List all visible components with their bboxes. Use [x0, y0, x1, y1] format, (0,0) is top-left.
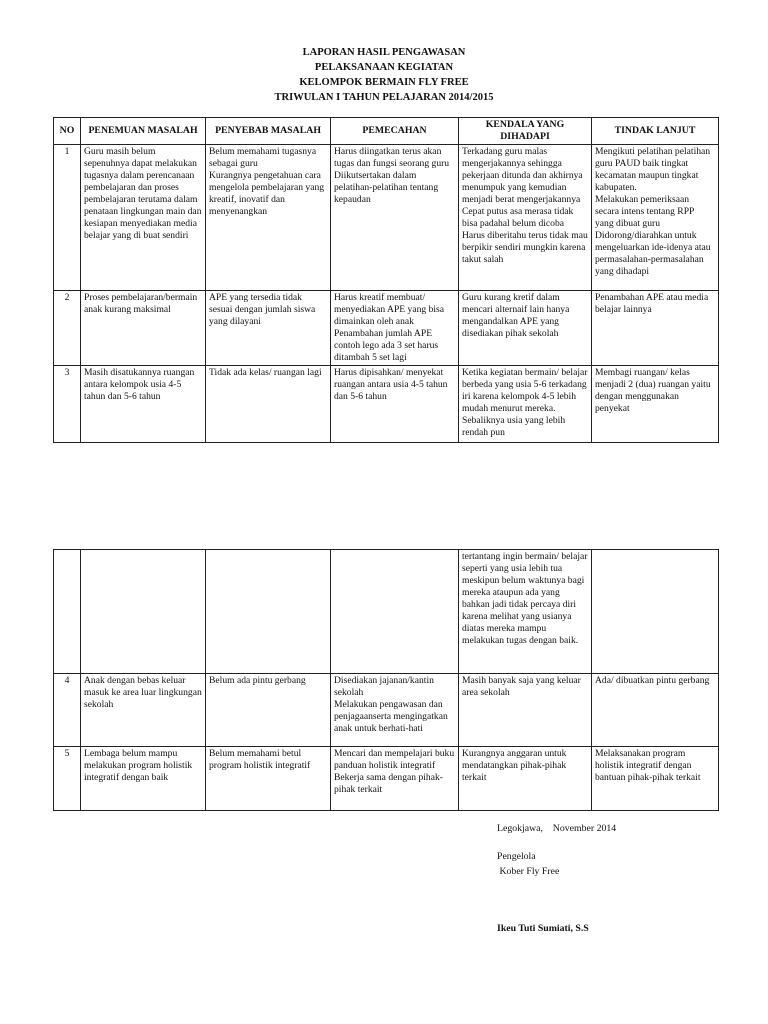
report-table-page-1 [53, 117, 719, 443]
cell-penemuan: Proses pembelajaran/bermain anak kurang maksimal [81, 291, 206, 366]
cell-no: 4 [54, 674, 81, 747]
cell-tindak [592, 145, 719, 291]
title-line-2: PELAKSANAAN KEGIATAN [314, 62, 454, 73]
report-table-page-2 [53, 549, 719, 811]
cell-tindak: Penambahan APE atau media belajar lainnya [592, 291, 719, 366]
cell-pemecahan [331, 747, 459, 811]
cell-penemuan: Masih disatukannya ruangan antara kelompok usia 4-5 tahun dan 5-6 tahun [81, 366, 206, 443]
table-row [54, 674, 719, 747]
cell-penemuan: Guru masih belum sepenuhnya dapat melakukan tugasnya dalam perencanaan pembelajaran dan proses pembelajaran terutama dalam penataan lingkungan main dan kesiapan menyediakan media belajar yang di buat sendiri [81, 145, 206, 291]
table-header-row [54, 118, 719, 145]
cell-penemuan [81, 550, 206, 674]
cell-tindak: Ada/ dibuatkan pintu gerbang [592, 674, 719, 747]
header-penemuan: PENEMUAN MASALAH [81, 118, 206, 145]
signature-name: Ikeu Tuti Sumiati, S.S [497, 923, 589, 934]
table-row [54, 366, 719, 443]
report-title [0, 45, 768, 105]
cell-penyebab: Belum ada pintu gerbang [206, 674, 331, 747]
cell-pemecahan [331, 674, 459, 747]
table-row-continuation [54, 550, 719, 674]
line: Belum memahami tugasnya sebagai guru Kurangnya pengetahuan cara mengelola pembelajaran yang kreatif, inovatif dan menyenangkan [209, 146, 325, 217]
cell-kendala [459, 145, 592, 291]
line: Harus diingatkan terus akan tugas dan fungsi seorang guru Diikutsertakan dalam pelatihan-pelatihan tentang kepaudan [334, 146, 450, 205]
header-penyebab: PENYEBAB MASALAH [206, 118, 331, 145]
cell-kendala: tertantang ingin bermain/ belajar seperti yang usia lebih tua meskipun belum waktunya bagi mereka ataupun ada yang bahkan jadi tidak percaya diri karena melihat yang usianya diatas mereka mampu melakukan tugas dengan baik. [459, 550, 592, 674]
header-no: NO [54, 118, 81, 145]
cell-kendala: Ketika kegiatan bermain/ belajar berbeda yang usia 5-6 terkadang iri karena kelompok 4-5 lebih mudah menurut mereka. Sebaliknya usia yang lebih rendah pun [459, 366, 592, 443]
cell-pemecahan: Harus dipisahkan/ menyekat ruangan antara usia 4-5 tahun dan 5-6 tahun [331, 366, 459, 443]
cell-penyebab: Tidak ada kelas/ ruangan lagi [206, 366, 331, 443]
cell-pemecahan [331, 291, 459, 366]
cell-tindak: Melaksanakan program holistik integratif dengan bantuan pihak-pihak terkait [592, 747, 719, 811]
table-row [54, 747, 719, 811]
cell-no: 5 [54, 747, 81, 811]
cell-kendala: Kurangnya anggaran untuk mendatangkan pihak-pihak terkait [459, 747, 592, 811]
title-line-4: TRIWULAN I TAHUN PELAJARAN 2014/2015 [274, 92, 494, 103]
signature-org: Kober Fly Free [497, 866, 560, 877]
cell-penemuan: Lembaga belum mampu melakukan program holistik integratif dengan baik [81, 747, 206, 811]
cell-penyebab [206, 145, 331, 291]
header-kendala: KENDALA YANG DIHADAPI [459, 118, 592, 145]
cell-tindak: Membagi ruangan/ kelas menjadi 2 (dua) ruangan yaitu dengan menggunakan penyekat [592, 366, 719, 443]
cell-no [54, 550, 81, 674]
signature-role: Pengelola [497, 851, 536, 862]
cell-no: 3 [54, 366, 81, 443]
cell-penyebab: APE yang tersedia tidak sesuai dengan jumlah siswa yang dilayani [206, 291, 331, 366]
cell-kendala: Masih banyak saja yang keluar area sekolah [459, 674, 592, 747]
line: Terkadang guru malas mengerjakannya sehingga pekerjaan ditunda dan akhirnya menumpuk yang kemudian menjadi berat mengerjakannya Cepat putus asa merasa tidak bisa padahal belum dicoba Harus diberitahu terus tidak mau berpikir sendiri mungkin karena takut salah [462, 146, 588, 265]
table-row [54, 145, 719, 291]
cell-penyebab: Belum memahami betul program holistik integratif [206, 747, 331, 811]
table-row [54, 291, 719, 366]
header-tindak: TINDAK LANJUT [592, 118, 719, 145]
cell-pemecahan [331, 145, 459, 291]
title-line-1: LAPORAN HASIL PENGAWASAN [302, 47, 466, 58]
line: Harus kreatif membuat/ menyediakan APE yang bisa dimainkan oleh anak Penambahan jumlah APE contoh lego ada 3 set harus ditambah 5 set lagi [334, 292, 445, 363]
cell-penemuan: Anak dengan bebas keluar masuk ke area luar lingkungan sekolah [81, 674, 206, 747]
cell-pemecahan [331, 550, 459, 674]
cell-no: 2 [54, 291, 81, 366]
title-line-3: KELOMPOK BERMAIN FLY FREE [299, 77, 469, 88]
cell-no: 1 [54, 145, 81, 291]
signature-place-date: Legokjawa, November 2014 [497, 823, 617, 834]
line: Mencari dan mempelajari buku panduan holistik integratif Bekerja sama dengan pihak- pihak terkait [334, 748, 455, 795]
cell-penyebab [206, 550, 331, 674]
cell-tindak [592, 550, 719, 674]
header-pemecahan: PEMECAHAN [331, 118, 459, 145]
line: Disediakan jajanan/kantin sekolah Melakukan pengawasan dan penjagaanserta mengingatkan anak untuk berhati-hati [334, 675, 448, 734]
cell-kendala: Guru kurang kretif dalam mencari alternaif lain hanya mengandalkan APE yang disediakan pihak sekolah [459, 291, 592, 366]
line: Mengikuti pelatihan pelatihan guru PAUD baik tingkat kecamatan maupun tingkat kabupaten. Melakukan pemeriksaan secara intens tentang RPP yang dibuat guru Didorong/diarahkan untuk mengeluarkan ide-idenya atau permasalahan-permasalahan yang dihadapi [595, 146, 711, 277]
